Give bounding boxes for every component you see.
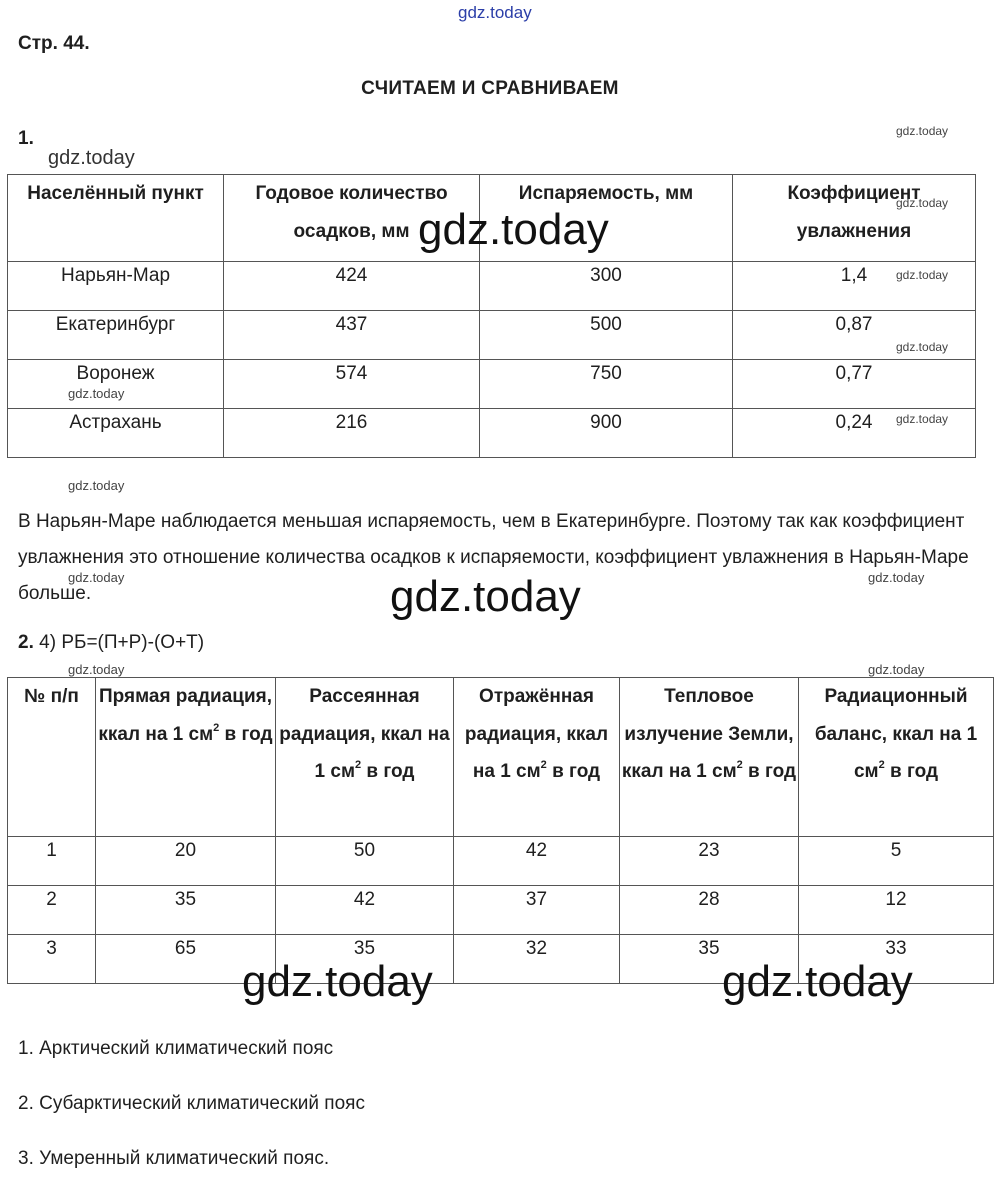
- watermark: gdz.today: [722, 957, 913, 1006]
- header-precipitation: Годовое количество осадков, мм: [224, 175, 480, 262]
- explanation-paragraph: В Нарьян-Маре наблюдается меньшая испаряемость, чем в Екатеринбурге. Поэтому так как коэффициент увлажнения это отношение количества осадков к испаряемости, коэффициент увлажнения в Нарьян-Маре больше.: [18, 511, 969, 604]
- answer-2: 2. Субарктический климатический пояс: [18, 1093, 365, 1114]
- watermark-top: gdz.today: [458, 3, 532, 22]
- table-cell: 0,87: [733, 311, 976, 360]
- header-direct-radiation: Прямая радиация, ккал на 1 $см^2$ в год: [96, 678, 276, 837]
- table-cell: 300: [480, 262, 733, 311]
- table-cell: 750: [480, 360, 733, 409]
- table-cell: 65: [96, 935, 276, 984]
- header-reflected-radiation: Отражённая радиация, ккал на 1 $см^2$ в год: [454, 678, 620, 837]
- table-cell: 50: [276, 837, 454, 886]
- header-thermal-emission: Тепловое излучение Земли, ккал на 1 $см^2$ в год: [620, 678, 799, 837]
- radiation-table: [7, 677, 994, 984]
- table-cell: 500: [480, 311, 733, 360]
- table-cell: 2: [8, 886, 96, 935]
- header-radiation-balance: Радиационный баланс, ккал на 1 $см^2$ в год: [799, 678, 994, 837]
- table-cell: 900: [480, 409, 733, 458]
- table-cell: 3: [8, 935, 96, 984]
- table-row: [8, 409, 976, 458]
- question-1-number: 1.: [18, 128, 34, 149]
- table-cell: 42: [276, 886, 454, 935]
- header-scattered-radiation: Рассеянная радиация, ккал на 1 $см^2$ в год: [276, 678, 454, 837]
- header-evaporation: Испаряемость, мм: [480, 175, 733, 262]
- table-cell: 20: [96, 837, 276, 886]
- table-cell: 1: [8, 837, 96, 886]
- table-cell: 35: [276, 935, 454, 984]
- watermark: gdz.today: [896, 268, 949, 282]
- watermark: gdz.today: [68, 570, 125, 585]
- header-row-number: № п/п: [8, 678, 96, 837]
- table-cell: Екатеринбург: [8, 311, 224, 360]
- table-cell: 574: [224, 360, 480, 409]
- watermark: gdz.today: [68, 478, 125, 493]
- watermark: gdz.today: [418, 205, 609, 254]
- table-cell: Воронеж: [8, 360, 224, 409]
- question-2-number: 2.: [18, 632, 34, 653]
- watermark: gdz.today: [390, 572, 581, 621]
- radiation-table-header-row: [8, 678, 994, 837]
- table-row: [8, 886, 994, 935]
- watermark: gdz.today: [242, 957, 433, 1006]
- answer-3: 3. Умеренный климатический пояс.: [18, 1148, 330, 1169]
- header-humidity-coefficient: Коэффициент увлажнения: [733, 175, 976, 262]
- table-cell: 37: [454, 886, 620, 935]
- table-cell: Астрахань: [8, 409, 224, 458]
- table-cell: 0,77: [733, 360, 976, 409]
- radiation-balance-formula: 4) РБ=(П+Р)-(О+Т): [39, 632, 205, 653]
- watermark: gdz.today: [48, 147, 135, 169]
- table-cell: 437: [224, 311, 480, 360]
- question-2: [18, 632, 204, 654]
- table-cell: 28: [620, 886, 799, 935]
- table-cell: 0,24: [733, 409, 976, 458]
- table-cell: 424: [224, 262, 480, 311]
- table-cell: 216: [224, 409, 480, 458]
- watermark: gdz.today: [896, 412, 949, 426]
- watermark: gdz.today: [68, 662, 125, 677]
- table-row: [8, 837, 994, 886]
- table-cell: Нарьян-Мар: [8, 262, 224, 311]
- watermark: gdz.today: [868, 662, 925, 677]
- table-cell: 1,4: [733, 262, 976, 311]
- section-title: СЧИТАЕМ И СРАВНИВАЕМ: [361, 78, 619, 99]
- table-row: [8, 262, 976, 311]
- table-row: [8, 311, 976, 360]
- watermark: gdz.today: [896, 124, 949, 138]
- watermark: gdz.today: [896, 196, 949, 210]
- table-cell: 33: [799, 935, 994, 984]
- watermark: gdz.today: [868, 570, 925, 585]
- table-cell: 32: [454, 935, 620, 984]
- table-cell: 35: [620, 935, 799, 984]
- answer-1: 1. Арктический климатический пояс: [18, 1038, 334, 1059]
- watermark: gdz.today: [896, 340, 949, 354]
- table-cell: 35: [96, 886, 276, 935]
- table-cell: 23: [620, 837, 799, 886]
- watermark: gdz.today: [68, 386, 125, 401]
- table-row: [8, 360, 976, 409]
- table-cell: 42: [454, 837, 620, 886]
- table-cell: 12: [799, 886, 994, 935]
- header-settlement: Населённый пункт: [8, 175, 224, 262]
- table-cell: 5: [799, 837, 994, 886]
- page-label: Стр. 44.: [18, 33, 90, 54]
